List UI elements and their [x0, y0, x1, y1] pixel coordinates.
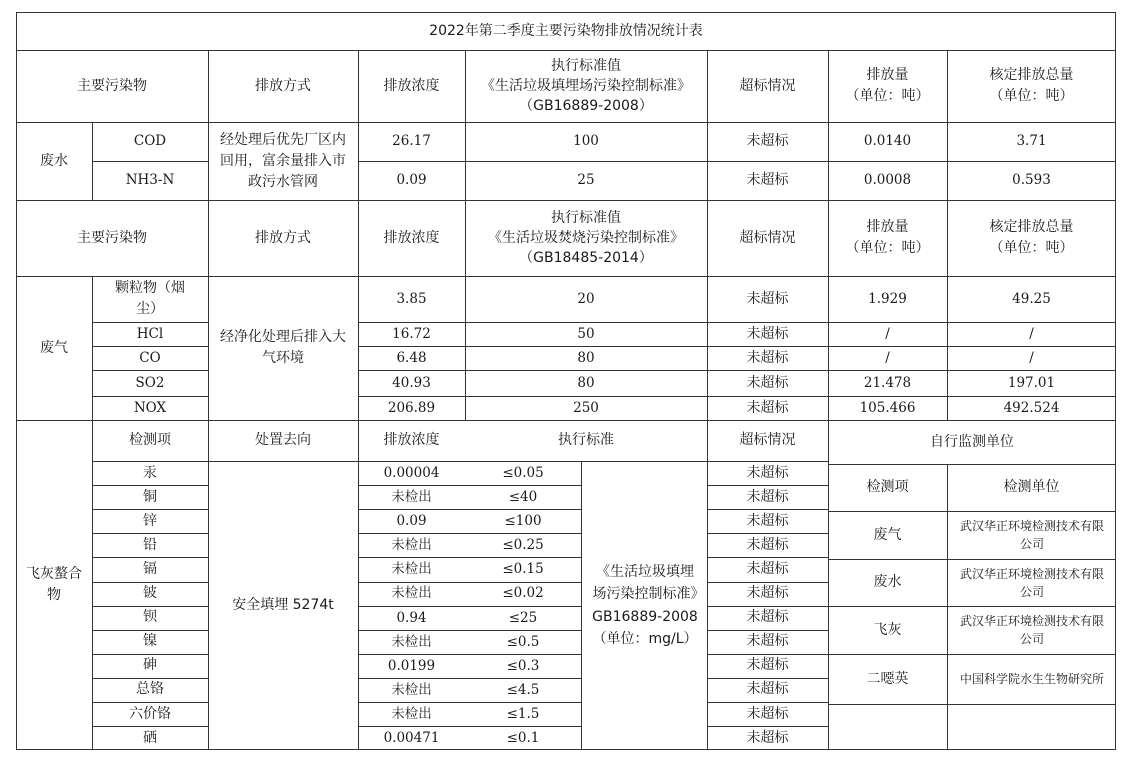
waste-gas-method: 经净化处理后排入大气环境	[220, 329, 346, 366]
amount-line1: 排放量	[866, 67, 909, 83]
monitor-unit: 武汉华正环境检测技术有限公司	[959, 614, 1104, 646]
header-standard-gas	[465, 200, 707, 276]
header-pollutant: 主要污染物	[77, 77, 147, 94]
ash-exceed: 未超标	[746, 512, 789, 529]
wastewater-amount: 0.0008	[863, 172, 912, 189]
gas-item: NOX	[133, 399, 167, 416]
gas-exceed: 未超标	[746, 374, 789, 391]
amount-line2: （单位：吨）	[845, 240, 930, 256]
ash-exceed: 未超标	[746, 536, 789, 553]
ash-exceed: 未超标	[746, 464, 789, 481]
header-concentration: 排放浓度	[383, 77, 440, 94]
ash-exceed: 未超标	[746, 657, 789, 674]
ash-item: 锌	[143, 512, 157, 529]
total-line2: （单位：吨）	[989, 240, 1074, 256]
ash-concentration: 未检出	[391, 561, 432, 578]
gas-item: SO2	[135, 374, 165, 391]
ash-item: 汞	[143, 464, 157, 481]
wastewater-total: 0.593	[1012, 172, 1051, 189]
standard-water-line2: 《生活垃圾填埋场污染控制标准》	[481, 77, 691, 94]
wastewater-item: COD	[133, 133, 167, 150]
monitor-unit: 中国科学院水生生物研究所	[959, 672, 1104, 686]
header-total	[947, 50, 1116, 122]
ash-limit: ≤0.3	[506, 657, 540, 674]
ash-concentration: 未检出	[391, 633, 432, 650]
monitor-item: 废气	[873, 526, 902, 543]
gas-amount: /	[885, 325, 890, 342]
fly-ash-standard-note: 《生活垃圾填埋场污染控制标准》GB16889-2008（单位：mg/L）	[592, 563, 698, 647]
gas-concentration: 40.93	[392, 374, 431, 391]
fly-ash-header-standard: 执行标准	[558, 432, 614, 448]
gas-total: 197.01	[1007, 374, 1056, 391]
standard-water-line3: （GB16889-2008）	[519, 98, 653, 115]
wastewater-exceed: 未超标	[746, 172, 789, 188]
fly-ash-destination: 安全填埋 5274t	[232, 597, 334, 613]
ash-exceed: 未超标	[746, 560, 789, 577]
category-waste-gas: 废气	[40, 339, 68, 356]
amount-line1: 排放量	[866, 219, 909, 235]
header-amount	[828, 50, 947, 122]
fly-ash-header-item: 检测项	[129, 432, 171, 448]
ash-concentration: 0.00471	[383, 730, 440, 747]
category-wastewater: 废水	[40, 152, 68, 169]
gas-amount: 105.466	[859, 399, 916, 416]
total-line1: 核定排放总量	[989, 219, 1074, 235]
ash-concentration: 0.0199	[387, 657, 436, 674]
gas-total: /	[1029, 349, 1034, 366]
ash-concentration: 未检出	[391, 681, 432, 698]
ash-limit: ≤100	[504, 513, 542, 530]
gas-total: /	[1029, 325, 1034, 342]
gas-amount: 1.929	[868, 290, 907, 307]
ash-limit: ≤0.1	[506, 730, 540, 747]
gas-exceed: 未超标	[746, 399, 789, 416]
monitor-item: 废水	[873, 574, 902, 590]
ash-limit: ≤0.05	[502, 464, 544, 481]
gas-standard: 80	[577, 374, 595, 391]
gas-item: HCl	[136, 325, 164, 342]
monitor-header-unit: 检测单位	[1003, 479, 1060, 495]
ash-concentration: 0.00004	[383, 464, 440, 481]
wastewater-method: 经处理后优先厂区内回用，富余量排入市政污水管网	[220, 131, 346, 190]
ash-exceed: 未超标	[746, 488, 789, 505]
fly-ash-header-concentration: 排放浓度	[383, 432, 440, 448]
amount-line2: （单位：吨）	[845, 88, 930, 104]
monitor-header-item: 检测项	[866, 479, 909, 495]
header-concentration: 排放浓度	[383, 229, 440, 246]
gas-exceed: 未超标	[746, 325, 789, 342]
gas-concentration: 16.72	[392, 325, 431, 342]
ash-item: 钡	[143, 609, 157, 626]
gas-item: 颗粒物（烟尘）	[115, 280, 185, 317]
header-exceed: 超标情况	[739, 77, 796, 94]
gas-exceed: 未超标	[746, 290, 789, 307]
ash-concentration: 未检出	[391, 489, 432, 506]
header-method: 排放方式	[255, 77, 311, 94]
ash-item: 铅	[143, 536, 157, 553]
wastewater-total: 3.71	[1016, 133, 1047, 150]
wastewater-concentration: 0.09	[396, 172, 427, 189]
gas-standard: 50	[577, 325, 595, 342]
ash-concentration: 未检出	[391, 537, 432, 554]
emission-table	[16, 12, 1116, 750]
gas-standard: 250	[573, 399, 599, 416]
gas-amount: /	[885, 349, 890, 366]
ash-item: 砷	[143, 657, 157, 674]
gas-exceed: 未超标	[746, 349, 789, 366]
ash-limit: ≤4.5	[506, 681, 540, 698]
monitor-item: 飞灰	[873, 621, 902, 638]
standard-water-line1: 执行标准值	[551, 57, 621, 74]
ash-item: 镍	[143, 633, 157, 650]
ash-exceed: 未超标	[746, 609, 789, 626]
fly-ash-header-destination: 处置去向	[255, 432, 311, 448]
ash-exceed: 未超标	[746, 585, 789, 602]
header-total	[947, 200, 1116, 276]
wastewater-concentration: 26.17	[392, 133, 431, 150]
header-standard-water	[465, 50, 707, 122]
ash-concentration: 未检出	[391, 585, 432, 602]
monitor-unit: 武汉华正环境检测技术有限公司	[959, 519, 1104, 551]
standard-gas-line3: （GB18485-2014）	[519, 250, 653, 267]
standard-gas-line1: 执行标准值	[551, 209, 621, 226]
wastewater-amount: 0.0140	[863, 133, 912, 150]
wastewater-standard: 25	[577, 172, 595, 189]
ash-limit: ≤0.15	[502, 561, 544, 578]
gas-concentration: 6.48	[396, 349, 427, 366]
header-amount	[828, 200, 947, 276]
ash-exceed: 未超标	[746, 705, 789, 722]
monitor-item: 二噁英	[866, 670, 909, 687]
monitor-unit: 武汉华正环境检测技术有限公司	[959, 566, 1104, 599]
ash-item: 铜	[143, 488, 157, 505]
ash-limit: ≤0.5	[506, 633, 540, 650]
gas-total: 49.25	[1012, 290, 1051, 307]
fly-ash-header-exceed: 超标情况	[739, 432, 796, 448]
gas-item: CO	[139, 349, 161, 366]
gas-standard: 20	[577, 290, 595, 307]
gas-amount: 21.478	[863, 374, 912, 391]
ash-item: 六价铬	[129, 705, 171, 722]
ash-limit: ≤40	[508, 489, 538, 506]
wastewater-item: NH3-N	[125, 172, 175, 189]
wastewater-exceed: 未超标	[746, 133, 789, 149]
gas-concentration: 3.85	[396, 290, 427, 307]
gas-standard: 80	[577, 349, 595, 366]
ash-limit: ≤1.5	[506, 705, 540, 722]
ash-limit: ≤0.02	[502, 585, 544, 602]
total-line1: 核定排放总量	[989, 67, 1074, 83]
fly-ash-header-monitor: 自行监测单位	[930, 433, 1014, 450]
wastewater-standard: 100	[573, 133, 599, 150]
ash-concentration: 未检出	[391, 705, 432, 722]
header-pollutant: 主要污染物	[77, 229, 147, 246]
ash-item: 镉	[143, 560, 157, 577]
gas-concentration: 206.89	[387, 399, 436, 416]
ash-item: 总铬	[136, 681, 164, 698]
ash-exceed: 未超标	[746, 681, 789, 698]
ash-item: 铍	[143, 585, 157, 602]
ash-item: 硒	[143, 729, 157, 746]
ash-exceed: 未超标	[746, 633, 789, 650]
table-title: 2022年第二季度主要污染物排放情况统计表	[429, 22, 703, 39]
total-line2: （单位：吨）	[989, 88, 1074, 104]
gas-total: 492.524	[1003, 399, 1060, 416]
header-method: 排放方式	[255, 229, 311, 246]
header-exceed: 超标情况	[739, 229, 796, 246]
ash-concentration: 0.94	[396, 609, 427, 626]
ash-concentration: 0.09	[396, 513, 427, 530]
ash-exceed: 未超标	[746, 729, 789, 746]
standard-gas-line2: 《生活垃圾焚烧污染控制标准》	[488, 229, 684, 246]
ash-limit: ≤25	[508, 609, 538, 626]
ash-limit: ≤0.25	[502, 537, 544, 554]
category-fly-ash: 飞灰螯合物	[26, 566, 82, 603]
